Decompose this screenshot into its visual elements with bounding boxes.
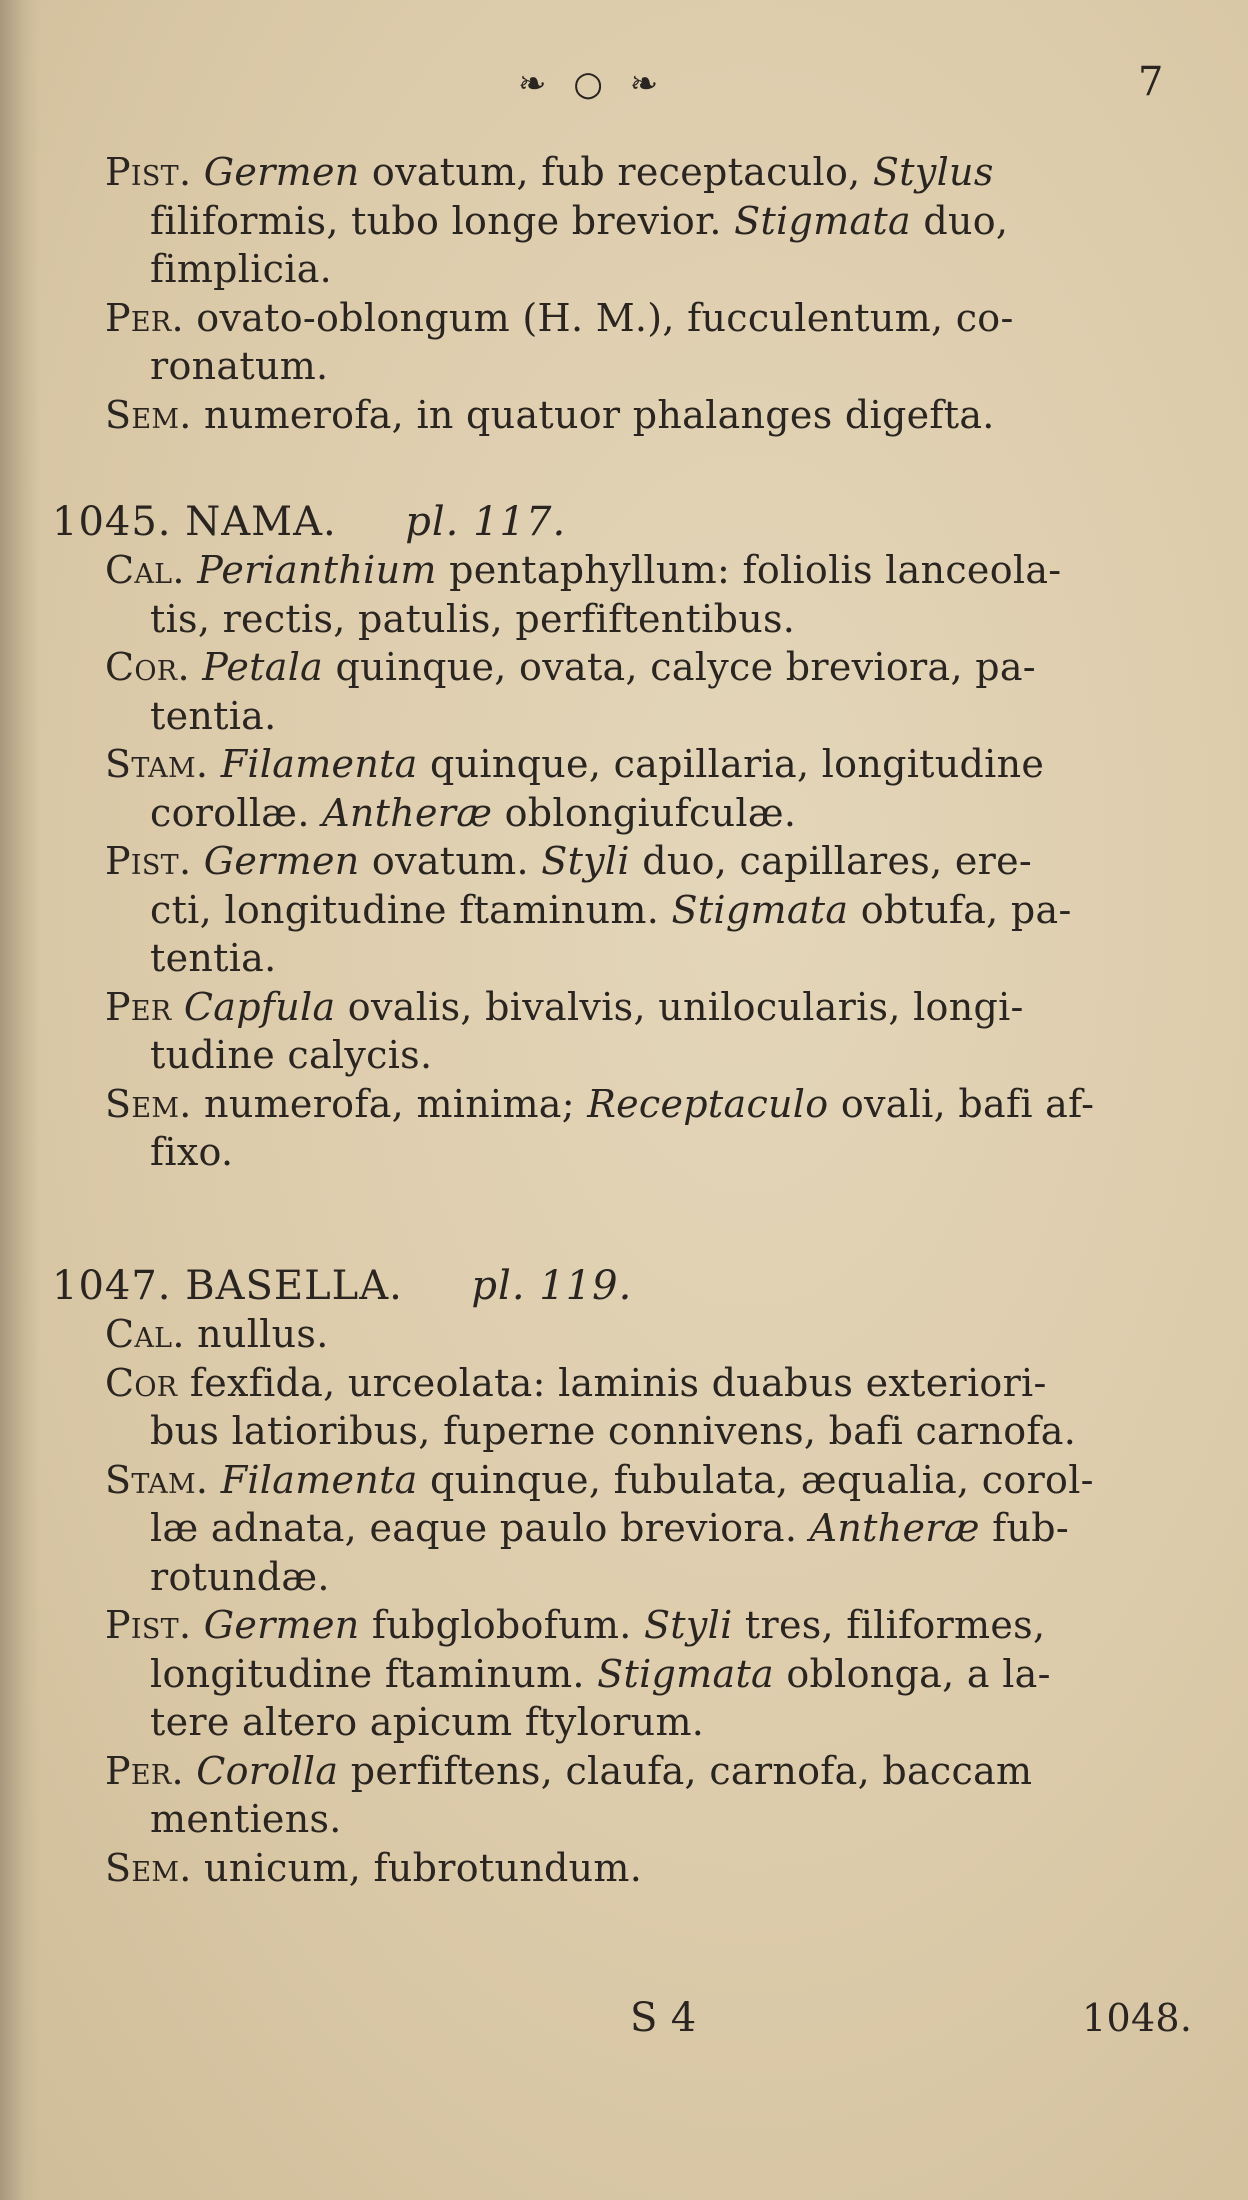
text-run: ovato-oblongum (H. M.), fucculentum, co-: [183, 295, 1014, 340]
text-line: [105, 1458, 1094, 1502]
text-line: [105, 548, 1061, 592]
text-run: læ adnata, eaque paulo breviora.: [150, 1506, 810, 1550]
genus-heading: [52, 500, 566, 544]
italic-term: Perianthium: [197, 548, 437, 592]
italic-term: Stylus: [872, 150, 994, 194]
text-run: corollæ.: [150, 790, 323, 835]
section-label: Sem.: [105, 1845, 192, 1890]
italic-term: Filamenta: [220, 1457, 418, 1502]
text-run: ovatum.: [359, 839, 542, 883]
italic-term: Germen: [203, 150, 360, 194]
italic-term: Antheræ: [322, 790, 493, 835]
text-run: fub-: [979, 1506, 1070, 1550]
header-ornament: ❧ ○ ❧: [518, 64, 667, 104]
text-line: [150, 344, 328, 388]
text-run: unicum, fubrotundum.: [191, 1845, 643, 1890]
text-run: [172, 985, 184, 1029]
section-label: Pist.: [105, 150, 192, 194]
text-run: [185, 548, 197, 592]
text-line: [105, 1082, 1094, 1126]
italic-term: Antheræ: [809, 1506, 980, 1550]
text-run: rotundæ.: [150, 1554, 330, 1599]
section-label: Cor: [105, 1360, 178, 1405]
text-run: duo,: [910, 198, 1009, 243]
section-label: Per.: [105, 295, 184, 340]
genus-name: NAMA.: [185, 499, 337, 545]
text-run: ovatum, fub receptaculo,: [359, 150, 873, 194]
text-run: ovali, bafi af-: [828, 1081, 1095, 1126]
italic-term: Stigmata: [671, 887, 849, 932]
text-line: [105, 1361, 1047, 1405]
text-line: [150, 597, 795, 641]
page-number: 7: [1138, 59, 1164, 105]
italic-term: Styli: [643, 1603, 733, 1647]
text-run: quinque, capillaria, longitudine: [417, 742, 1045, 786]
text-run: [191, 1603, 203, 1647]
text-line: [150, 1409, 1076, 1453]
text-line: [105, 645, 1036, 689]
italic-term: Petala: [202, 645, 324, 689]
text-line: [105, 1312, 329, 1356]
text-run: oblonga, a la-: [773, 1651, 1051, 1696]
text-line: [150, 1506, 1069, 1550]
text-run: duo, capillares, ere-: [629, 839, 1033, 883]
section-label: Stam.: [105, 742, 209, 786]
section-label: Per.: [105, 1748, 184, 1793]
text-run: quinque, fubulata, æqualia, corol-: [417, 1457, 1094, 1502]
text-line: [150, 1555, 330, 1599]
italic-term: Corolla: [196, 1748, 339, 1793]
text-run: tentia.: [150, 693, 277, 738]
text-run: tentia.: [150, 936, 277, 980]
page-gutter-shadow: [0, 0, 40, 2200]
text-line: [150, 1652, 1051, 1696]
text-line: [105, 985, 1024, 1029]
italic-term: Stigmata: [734, 198, 911, 243]
text-run: fixo.: [150, 1130, 234, 1174]
text-run: pentaphyllum: foliolis lanceola-: [436, 548, 1062, 592]
text-run: [190, 645, 202, 689]
text-run: cti, longitudine ftaminum.: [150, 887, 672, 932]
text-run: longitudine ftaminum.: [150, 1651, 598, 1696]
genus-heading: [52, 1264, 632, 1308]
text-run: filiformis, tubo longe brevior.: [150, 198, 735, 243]
text-run: tis, rectis, patulis, perfiftentibus.: [150, 596, 796, 641]
text-run: [208, 1458, 220, 1502]
text-run: [191, 150, 203, 194]
text-run: ronatum.: [150, 344, 329, 388]
plate-reference: pl. 119.: [471, 1263, 633, 1309]
text-line: [105, 1846, 642, 1890]
section-label: Sem.: [105, 1081, 192, 1126]
text-run: numerofa, minima;: [191, 1081, 588, 1126]
text-line: [150, 199, 1008, 243]
text-run: tudine calycis.: [150, 1033, 433, 1077]
text-line: [150, 247, 332, 291]
text-line: [150, 888, 1072, 932]
text-line: [150, 694, 277, 738]
italic-term: Receptaculo: [587, 1081, 829, 1126]
text-line: [105, 150, 994, 194]
text-run: ovalis, bivalvis, unilocularis, longi-: [335, 984, 1024, 1029]
text-run: tere altero apicum ftylorum.: [150, 1700, 705, 1744]
genus-name: BASELLA.: [185, 1263, 403, 1309]
section-label: Cal.: [105, 1312, 185, 1356]
genus-number: 1047.: [52, 1263, 172, 1309]
text-run: obtufa, pa-: [848, 887, 1072, 932]
italic-term: Styli: [541, 839, 630, 883]
italic-term: Germen: [203, 839, 360, 883]
text-line: [150, 1797, 342, 1841]
text-run: mentiens.: [150, 1797, 342, 1841]
text-run: quinque, ovata, calyce breviora, pa-: [323, 645, 1036, 689]
text-run: fexfida, urceolata: laminis duabus exteriori-: [177, 1360, 1047, 1405]
text-line: [105, 393, 995, 437]
text-run: perfiftens, claufa, carnofa, baccam: [338, 1748, 1033, 1793]
text-line: [105, 839, 1032, 883]
text-run: bus latioribus, fuperne connivens, bafi carnofa.: [150, 1409, 1077, 1453]
catchword: 1048.: [1082, 1996, 1193, 2040]
text-line: [150, 791, 796, 835]
signature-mark: S 4: [630, 1995, 697, 2041]
text-line: [105, 742, 1044, 786]
section-label: Pist.: [105, 839, 192, 883]
text-run: fimplicia.: [150, 247, 333, 291]
text-line: [105, 1603, 1045, 1647]
section-label: Cor.: [105, 645, 190, 689]
italic-term: Capfula: [183, 984, 336, 1029]
section-label: Pist.: [105, 1603, 192, 1647]
italic-term: Filamenta: [220, 742, 418, 786]
text-run: tres, filiformes,: [732, 1603, 1046, 1647]
text-run: nullus.: [184, 1312, 329, 1356]
italic-term: Stigmata: [597, 1651, 774, 1696]
text-run: numerofa, in quatuor phalanges digefta.: [191, 392, 995, 437]
text-run: fubglobofum.: [359, 1603, 644, 1647]
italic-term: Germen: [203, 1603, 360, 1647]
text-run: oblongiufculæ.: [492, 790, 797, 835]
text-run: [208, 742, 220, 786]
section-label: Per: [105, 984, 172, 1029]
text-line: [150, 1700, 704, 1744]
genus-number: 1045.: [52, 499, 172, 545]
section-label: Stam.: [105, 1457, 209, 1502]
plate-reference: pl. 117.: [405, 499, 567, 545]
text-line: [105, 296, 1014, 340]
text-line: [150, 1033, 432, 1077]
text-line: [150, 1130, 233, 1174]
text-line: [150, 936, 277, 980]
section-label: Cal.: [105, 548, 185, 592]
text-line: [105, 1749, 1032, 1793]
text-run: [184, 1749, 196, 1793]
text-run: [191, 839, 203, 883]
section-label: Sem.: [105, 392, 192, 437]
